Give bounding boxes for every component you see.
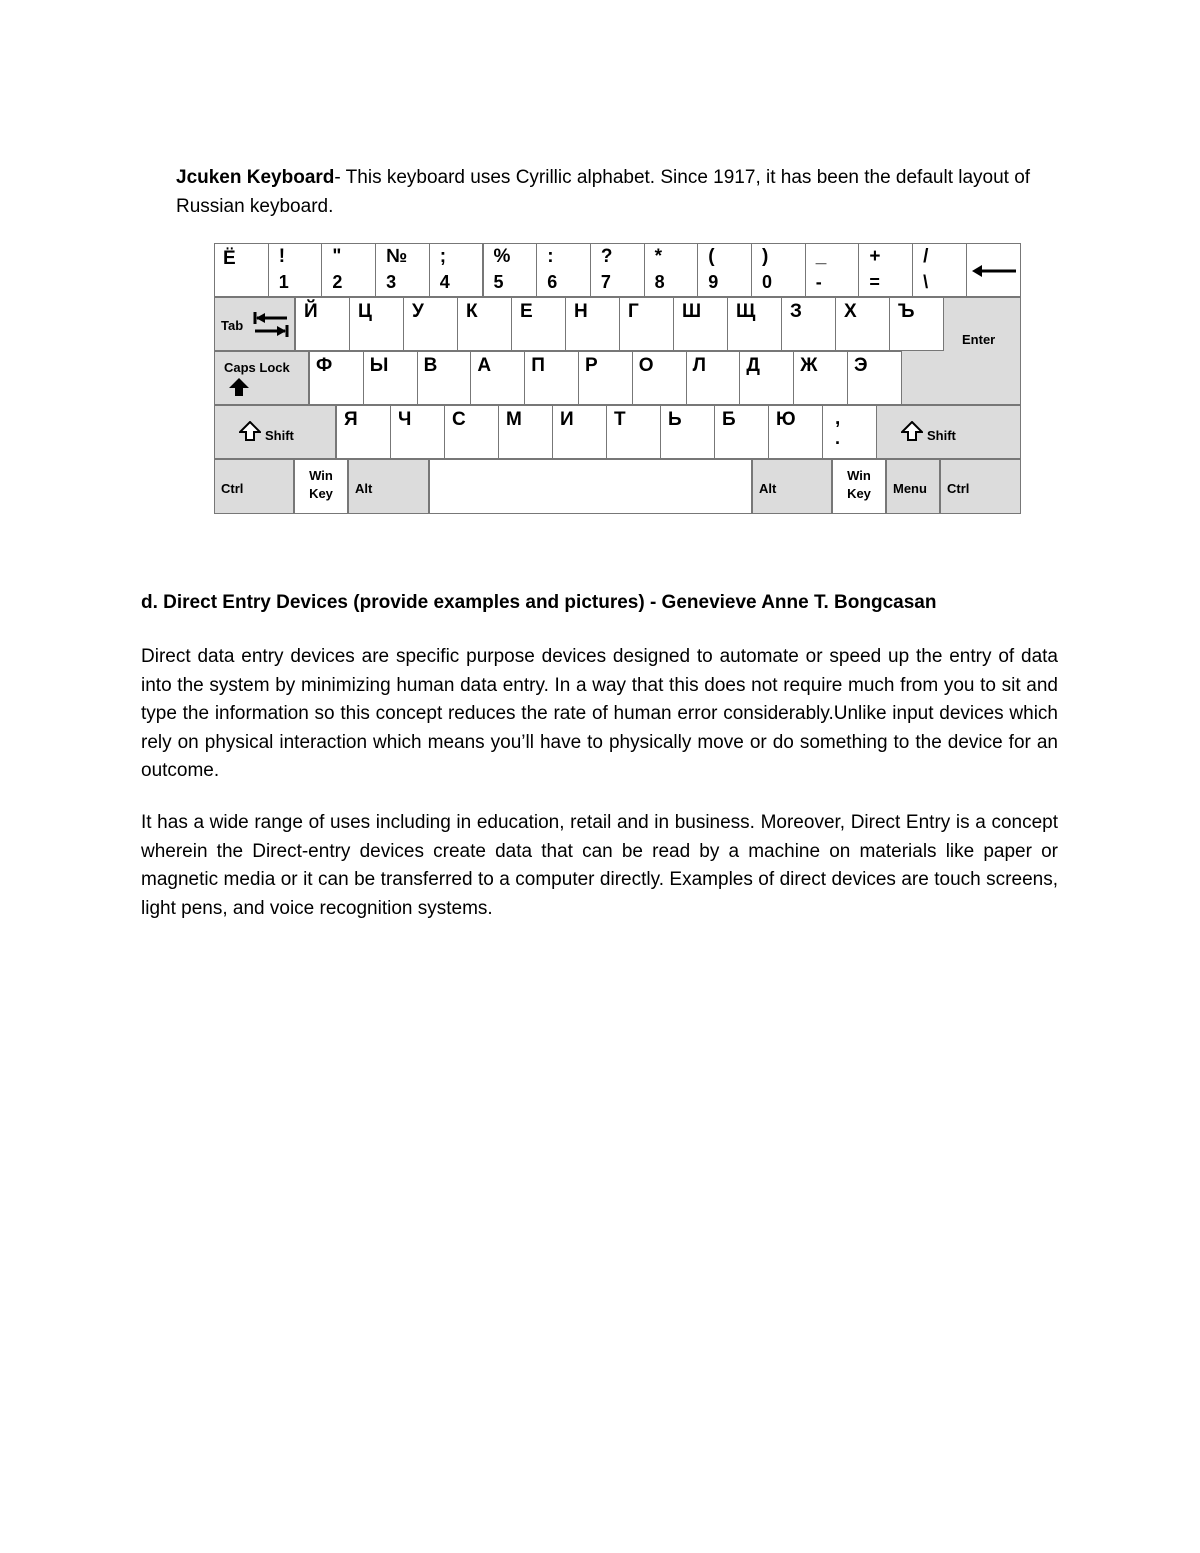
- key-right-ctrl-label: Ctrl: [947, 481, 970, 496]
- key-row2-2: [403, 297, 458, 351]
- key-label-bottom: 3: [386, 272, 397, 292]
- key-row4-1: [390, 405, 445, 459]
- key-label: Г: [628, 301, 639, 322]
- key-row4-7: [714, 405, 769, 459]
- key-row2-8: [727, 297, 782, 351]
- key-label-top: №: [386, 246, 408, 267]
- key-label: М: [506, 409, 522, 430]
- shift-label: Shift: [927, 428, 956, 443]
- key-row3-1: [363, 351, 418, 405]
- key-row1-5: [483, 243, 538, 297]
- key-label-top: %: [493, 246, 511, 267]
- tab-arrows-icon: [253, 310, 289, 338]
- key-label: В: [423, 355, 438, 376]
- key-label-top: ?: [600, 246, 613, 267]
- key-row4-8: [768, 405, 823, 459]
- key-label-bottom: -: [815, 272, 822, 292]
- key-right-win: [832, 459, 886, 514]
- key-row2-4: [511, 297, 566, 351]
- win-label: Win: [309, 468, 333, 483]
- key-label-bottom: 2: [332, 272, 343, 292]
- key-backspace: [966, 243, 1021, 297]
- win-key-label: [295, 467, 347, 503]
- key-row2-7: [673, 297, 728, 351]
- key-label: Ы: [369, 355, 389, 376]
- key-row3-7: [686, 351, 741, 405]
- key-label: С: [452, 409, 466, 430]
- key-label: Ф: [316, 355, 333, 376]
- key-left-win: [294, 459, 348, 514]
- key-label-top: /: [923, 246, 929, 267]
- key-left-ctrl: [214, 459, 294, 514]
- key-row4-3: [498, 405, 553, 459]
- paragraph-2: It has a wide range of uses including in education, retail and in business. Moreover, Direct Entry is a concept wherein the Direct-entry devices create data that can be read by a machine on materials like paper or magnetic media or it can be transferred to a computer directly. Examples of direct devices are touch screens, light pens, and voice recognition systems.: [141, 812, 1058, 919]
- key-row4-5: [606, 405, 661, 459]
- key-row3-5: [578, 351, 633, 405]
- key-label-top: ): [762, 246, 769, 267]
- key-row3-9: [793, 351, 848, 405]
- key-right-alt: [752, 459, 832, 514]
- key-label: К: [466, 301, 478, 322]
- key-label-top: ,: [835, 408, 841, 429]
- key-label-top: _: [815, 246, 827, 267]
- key-row1-10: [751, 243, 806, 297]
- key-row2-0: [295, 297, 350, 351]
- backspace-arrow-icon: [972, 264, 1018, 278]
- key-row1-7: [590, 243, 645, 297]
- key-left-shift: [214, 405, 336, 459]
- key-row1-13: [912, 243, 967, 297]
- key-label: Е: [520, 301, 533, 322]
- key-menu-label: Menu: [893, 481, 927, 496]
- key-label-bottom: 5: [493, 272, 504, 292]
- key-label-top: (: [708, 246, 715, 267]
- win-key-label: [833, 467, 885, 503]
- key-row2-3: [457, 297, 512, 351]
- shift-label: Shift: [265, 428, 294, 443]
- caps-lock-label: Caps Lock: [224, 360, 290, 375]
- key-row1-2: [321, 243, 376, 297]
- key-row1-3: [375, 243, 430, 297]
- key-label: Л: [692, 355, 706, 376]
- key-label: Я: [344, 409, 358, 430]
- key-label: Э: [854, 355, 868, 376]
- key-label: Ш: [682, 301, 702, 322]
- key-right-ctrl: [940, 459, 1021, 514]
- key-label: О: [638, 355, 654, 376]
- key-label-bottom: 7: [600, 272, 611, 292]
- key-row2-11: [889, 297, 944, 351]
- key-row2-9: [781, 297, 836, 351]
- key-label: П: [531, 355, 545, 376]
- key-label-top: +: [869, 246, 881, 267]
- jcuken-keyboard-image: [214, 243, 1021, 514]
- key-row1-0: [214, 243, 269, 297]
- key-label: Ё: [223, 248, 236, 269]
- key-label: А: [477, 355, 492, 376]
- key-label-bottom: \: [923, 272, 929, 292]
- key-row1-8: [644, 243, 699, 297]
- key-label-bottom: 8: [654, 272, 665, 292]
- key-label-bottom: 0: [762, 272, 773, 292]
- key-label-top: *: [654, 246, 662, 267]
- key-label-bottom: .: [835, 428, 841, 448]
- key-row4-0: [336, 405, 391, 459]
- key-label-top: :: [547, 246, 554, 267]
- key-label: У: [412, 301, 424, 322]
- key-label-top: !: [278, 246, 286, 267]
- key-left-ctrl-label: Ctrl: [221, 481, 244, 496]
- key-label: З: [790, 301, 802, 322]
- key-row3-0: [309, 351, 364, 405]
- key-left-alt: [348, 459, 429, 514]
- key-tab: [214, 297, 295, 351]
- key-caps-lock: [214, 351, 309, 405]
- key-row4-6: [660, 405, 715, 459]
- key-label: Ж: [800, 355, 818, 376]
- key-label: Д: [746, 355, 760, 376]
- key-label: Ч: [398, 409, 412, 430]
- key-row1-6: [536, 243, 591, 297]
- key-space: [429, 459, 752, 514]
- paragraph-1: Direct data entry devices are specific purpose devices designed to automate or speed up the entry of data into the system by minimizing human data entry. In a way that this does not require much from you to sit and type the information so this concept reduces the rate of human error considerably.Unlike input devices which rely on physical interaction which means you’ll have to physically move or do something to the device for an outcome.: [141, 646, 1058, 781]
- key-right-alt-label: Alt: [759, 481, 777, 496]
- key-label-bottom: 6: [547, 272, 558, 292]
- key-label: Ю: [776, 409, 796, 430]
- key-label-bottom: 4: [439, 272, 450, 292]
- key-right-shift: [876, 405, 1021, 459]
- key-label: Х: [844, 301, 857, 322]
- key-row1-9: [697, 243, 752, 297]
- key-label-top: ;: [439, 246, 447, 267]
- shift-arrow-icon: [239, 421, 261, 441]
- section-heading: d. Direct Entry Devices (provide examples and pictures) - Genevieve Anne T. Bongcasan: [141, 592, 937, 613]
- key-menu: [886, 459, 940, 514]
- intro-paragraph: [176, 163, 1060, 221]
- key-row3-3: [470, 351, 525, 405]
- enter-label: Enter: [962, 332, 996, 347]
- key-label: Ь: [668, 409, 682, 430]
- key-left-alt-label: Alt: [355, 481, 373, 496]
- key-label: Ъ: [898, 301, 915, 322]
- key-comma: [822, 405, 877, 459]
- key-row1-4: [429, 243, 484, 297]
- key-label: Ц: [358, 301, 372, 322]
- key-label-top: ": [332, 246, 342, 267]
- key-row3-10: [847, 351, 902, 405]
- key-row3-6: [632, 351, 687, 405]
- key-row4-2: [444, 405, 499, 459]
- intro-term: Jcuken Keyboard: [176, 167, 335, 188]
- key-label: Т: [614, 409, 626, 430]
- caps-arrow-icon: [229, 378, 249, 398]
- key-row3-4: [524, 351, 579, 405]
- key-row2-1: [349, 297, 404, 351]
- key-row1-12: [858, 243, 913, 297]
- key-label: Й: [304, 301, 318, 322]
- key-label: Key: [847, 486, 871, 501]
- intro-text: - This keyboard uses Cyrillic alphabet. Since 1917, it has been the default layout of Russian keyboard.: [176, 167, 1031, 217]
- key-row2-6: [619, 297, 674, 351]
- key-label-bottom: =: [869, 272, 880, 292]
- shift-arrow-icon: [901, 421, 923, 441]
- key-row2-5: [565, 297, 620, 351]
- key-label-bottom: 1: [278, 272, 289, 292]
- key-row2-10: [835, 297, 890, 351]
- key-label: И: [560, 409, 574, 430]
- key-label: Щ: [736, 301, 756, 322]
- key-label: Р: [585, 355, 598, 376]
- key-label: Б: [722, 409, 736, 430]
- key-label-bottom: 9: [708, 272, 719, 292]
- tab-label: Tab: [221, 318, 244, 333]
- key-row1-1: [268, 243, 323, 297]
- key-row3-2: [417, 351, 472, 405]
- key-row3-8: [739, 351, 794, 405]
- key-label: Key: [309, 486, 333, 501]
- key-row4-4: [552, 405, 607, 459]
- key-enter-lower: [901, 351, 1021, 405]
- key-row1-11: [805, 243, 860, 297]
- win-label: Win: [847, 468, 871, 483]
- key-label: Н: [574, 301, 588, 322]
